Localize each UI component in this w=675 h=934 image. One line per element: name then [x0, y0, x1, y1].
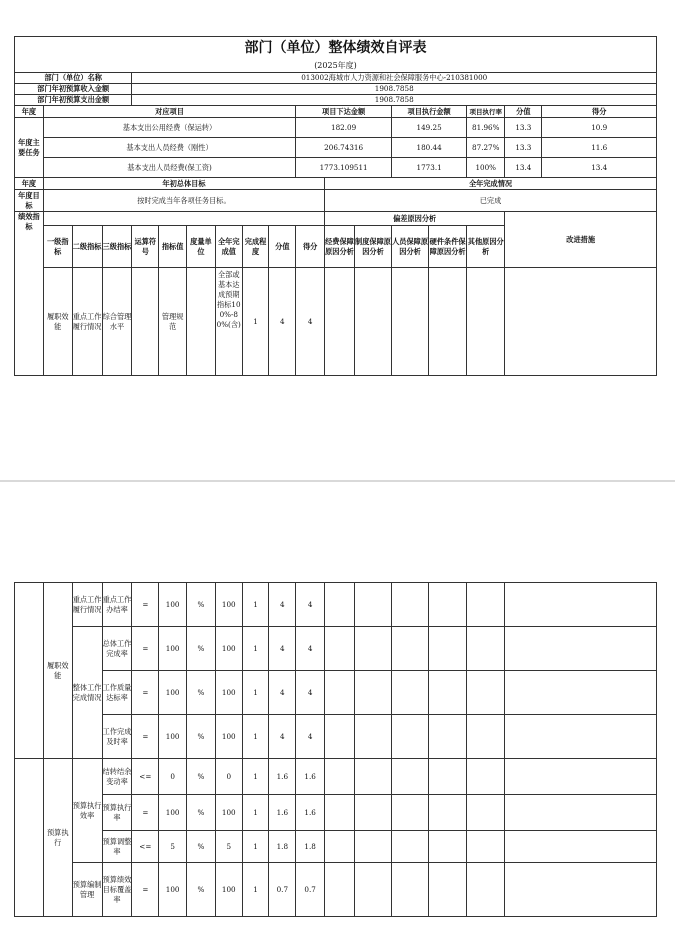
task-row-executed: 149.25 [392, 118, 467, 138]
task-row-name: 基本支出公用经费（保运转） [43, 118, 295, 138]
page-2 [0, 482, 675, 934]
row-score: 4 [296, 715, 325, 759]
indicator-label: 绩效指标 [15, 212, 44, 376]
row-actual: 100 [215, 671, 242, 715]
left-margin-cell [15, 583, 44, 759]
row-unit: % [187, 863, 216, 917]
row-value: 4 [269, 671, 296, 715]
row-actual: 5 [215, 831, 242, 863]
row-value: 0.7 [269, 863, 296, 917]
row-degree: 1 [242, 715, 269, 759]
dev-cell [429, 831, 467, 863]
dev-cell [354, 795, 391, 831]
indicator-blank-cell [43, 212, 324, 226]
task-row-name: 基本支出人员经费(保工资) [43, 158, 295, 178]
task-project-header: 对应项目 [43, 106, 295, 118]
dev-cell [325, 671, 355, 715]
task-row-score-value: 13.3 [505, 118, 542, 138]
unit-name-value: 013002海城市人力资源和社会保障服务中心-210381000 [132, 73, 657, 84]
row-degree: 1 [242, 627, 269, 671]
form-title: 部门（单位）整体绩效自评表 [15, 37, 657, 60]
dev-cell [429, 795, 467, 831]
row-target: 100 [159, 863, 187, 917]
task-score-header: 得分 [542, 106, 657, 118]
task-row-rate: 87.27% [467, 138, 505, 158]
improve-cell [505, 671, 657, 715]
row-degree: 1 [242, 795, 269, 831]
row-op: = [132, 715, 159, 759]
row-actual: 100 [215, 715, 242, 759]
row-l2: 预算执行效率 [72, 759, 102, 863]
dev-cell [392, 671, 429, 715]
row-value: 1.8 [269, 831, 296, 863]
row-l3: 总体工作完成率 [102, 627, 132, 671]
row-score: 4 [296, 627, 325, 671]
score-header: 得分 [296, 226, 325, 268]
initial-goal-text: 按时完成当年各项任务目标。 [43, 190, 324, 212]
dev-cell [392, 715, 429, 759]
task-row-name: 基本支出人员经费（刚性） [43, 138, 295, 158]
dev-cell [429, 671, 467, 715]
dev-cell [467, 583, 505, 627]
row-degree: 1 [242, 759, 269, 795]
row-actual: 100 [215, 863, 242, 917]
row-value: 1.6 [269, 759, 296, 795]
complete-header: 全年完成情况 [325, 178, 657, 190]
row-op: = [132, 583, 159, 627]
dev-cell [354, 671, 391, 715]
improve-cell [505, 863, 657, 917]
improve-cell [505, 831, 657, 863]
dev-cell [392, 759, 429, 795]
row-value: 4 [269, 715, 296, 759]
dev-cell [467, 795, 505, 831]
operator-header: 运算符号 [132, 226, 159, 268]
task-row-score-value: 13.3 [505, 138, 542, 158]
target-header: 指标值 [159, 226, 187, 268]
indicator-degree: 1 [242, 268, 269, 376]
dev-system-header: 制度保障原因分析 [354, 226, 391, 268]
improve-header: 改进措施 [505, 212, 657, 268]
dev-cell [467, 715, 505, 759]
improve-cell [505, 759, 657, 795]
dev-cell [467, 627, 505, 671]
row-target: 100 [159, 671, 187, 715]
dev-cell [354, 583, 391, 627]
level2-header: 二级指标 [72, 226, 102, 268]
unit-name-label: 部门（单位）名称 [15, 73, 132, 84]
task-rate-header: 项目执行率 [467, 106, 505, 118]
task-row-rate: 100% [467, 158, 505, 178]
value-header: 分值 [269, 226, 296, 268]
group-l1: 履职效能 [43, 583, 72, 759]
row-score: 4 [296, 671, 325, 715]
row-unit: % [187, 583, 216, 627]
dev-cell [429, 759, 467, 795]
row-value: 4 [269, 627, 296, 671]
task-row-issued: 1773.109511 [296, 158, 392, 178]
row-target: 100 [159, 715, 187, 759]
improve-cell [505, 795, 657, 831]
level1-header: 一级指标 [43, 226, 72, 268]
unit-header: 度量单位 [187, 226, 216, 268]
dev-cell [429, 583, 467, 627]
row-value: 1.6 [269, 795, 296, 831]
dev-cell [467, 831, 505, 863]
dev-cell [325, 831, 355, 863]
task-executed-header: 项目执行金额 [392, 106, 467, 118]
row-unit: % [187, 627, 216, 671]
task-row-score: 10.9 [542, 118, 657, 138]
improve-cell [505, 583, 657, 627]
dev-cell [392, 795, 429, 831]
row-target: 5 [159, 831, 187, 863]
dev-cell [467, 759, 505, 795]
year-label: 年度 [15, 106, 44, 118]
dev-cell [325, 715, 355, 759]
row-op: = [132, 795, 159, 831]
degree-header: 完成程度 [242, 226, 269, 268]
expense-label: 部门年初预算支出金额 [15, 95, 132, 106]
row-l3: 工作质量达标率 [102, 671, 132, 715]
expense-value: 1908.7858 [132, 95, 657, 106]
improve-cell [505, 268, 657, 376]
row-unit: % [187, 671, 216, 715]
annual-goal-label: 年度目标 [15, 190, 44, 212]
indicator-l2: 重点工作履行情况 [72, 268, 102, 376]
row-target: 100 [159, 583, 187, 627]
row-target: 100 [159, 627, 187, 671]
dev-funding-cell [325, 268, 355, 376]
row-score: 0.7 [296, 863, 325, 917]
main-task-label: 年度主要任务 [15, 118, 44, 178]
row-op: = [132, 671, 159, 715]
row-degree: 1 [242, 863, 269, 917]
dev-cell [392, 583, 429, 627]
level3-header: 三级指标 [102, 226, 132, 268]
improve-cell [505, 715, 657, 759]
task-row-executed: 1773.1 [392, 158, 467, 178]
dev-hardware-header: 硬件条件保障原因分析 [429, 226, 467, 268]
actual-header: 全年完成值 [215, 226, 242, 268]
row-actual: 100 [215, 627, 242, 671]
dev-cell [354, 715, 391, 759]
indicator-target: 管理规范 [159, 268, 187, 376]
row-l2: 整体工作完成情况 [72, 627, 102, 759]
evaluation-table-top [14, 36, 657, 376]
form-year: (2025年度) [15, 59, 657, 73]
indicator-unit [187, 268, 216, 376]
row-actual: 0 [215, 759, 242, 795]
goal-year-label: 年度 [15, 178, 44, 190]
row-unit: % [187, 795, 216, 831]
dev-cell [325, 759, 355, 795]
dev-cell [392, 831, 429, 863]
indicator-actual: 全部或基本达成预期指标100%-80%(含) [215, 268, 242, 376]
row-l3: 结转结余变动率 [102, 759, 132, 795]
dev-cell [429, 627, 467, 671]
dev-cell [325, 863, 355, 917]
row-unit: % [187, 715, 216, 759]
dev-cell [392, 863, 429, 917]
row-score: 1.8 [296, 831, 325, 863]
row-l2: 重点工作履行情况 [72, 583, 102, 627]
initial-goal-header: 年初总体目标 [43, 178, 324, 190]
dev-staff-cell [392, 268, 429, 376]
row-score: 4 [296, 583, 325, 627]
dev-cell [354, 627, 391, 671]
task-score-value-header: 分值 [505, 106, 542, 118]
row-degree: 1 [242, 671, 269, 715]
dev-cell [392, 627, 429, 671]
complete-text: 已完成 [325, 190, 657, 212]
row-l3: 预算绩效目标覆盖率 [102, 863, 132, 917]
dev-cell [354, 759, 391, 795]
left-margin-cell [15, 759, 44, 917]
row-l3: 重点工作办结率 [102, 583, 132, 627]
deviation-header: 偏差原因分析 [325, 212, 505, 226]
dev-other-cell [467, 268, 505, 376]
income-value: 1908.7858 [132, 84, 657, 95]
row-l3: 预算调整率 [102, 831, 132, 863]
indicator-value: 4 [269, 268, 296, 376]
row-actual: 100 [215, 795, 242, 831]
row-value: 4 [269, 583, 296, 627]
dev-cell [429, 715, 467, 759]
dev-cell [354, 831, 391, 863]
row-degree: 1 [242, 583, 269, 627]
task-row-score: 13.4 [542, 158, 657, 178]
task-row-score-value: 13.4 [505, 158, 542, 178]
dev-other-header: 其他原因分析 [467, 226, 505, 268]
row-score: 1.6 [296, 795, 325, 831]
row-op: <= [132, 759, 159, 795]
row-unit: % [187, 831, 216, 863]
group-l1: 预算执行 [43, 759, 72, 917]
dev-hardware-cell [429, 268, 467, 376]
dev-cell [467, 863, 505, 917]
dev-funding-header: 经费保障原因分析 [325, 226, 355, 268]
row-target: 100 [159, 795, 187, 831]
row-op: <= [132, 831, 159, 863]
row-op: = [132, 627, 159, 671]
task-issued-header: 项目下达金额 [296, 106, 392, 118]
row-l3: 工作完成及时率 [102, 715, 132, 759]
row-target: 0 [159, 759, 187, 795]
row-l3: 预算执行率 [102, 795, 132, 831]
row-actual: 100 [215, 583, 242, 627]
dev-cell [325, 583, 355, 627]
improve-cell [505, 627, 657, 671]
dev-system-cell [354, 268, 391, 376]
task-row-rate: 81.96% [467, 118, 505, 138]
row-unit: % [187, 759, 216, 795]
task-row-issued: 206.74316 [296, 138, 392, 158]
indicator-l3: 综合管理水平 [102, 268, 132, 376]
dev-cell [354, 863, 391, 917]
dev-cell [325, 627, 355, 671]
indicator-op [132, 268, 159, 376]
row-degree: 1 [242, 831, 269, 863]
indicator-l1: 履职效能 [43, 268, 72, 376]
dev-cell [429, 863, 467, 917]
task-row-score: 11.6 [542, 138, 657, 158]
dev-cell [467, 671, 505, 715]
row-l2: 预算编制管理 [72, 863, 102, 917]
income-label: 部门年初预算收入金额 [15, 84, 132, 95]
indicator-score: 4 [296, 268, 325, 376]
row-op: = [132, 863, 159, 917]
task-row-executed: 180.44 [392, 138, 467, 158]
row-score: 1.6 [296, 759, 325, 795]
evaluation-table-continued [14, 582, 657, 917]
task-row-issued: 182.09 [296, 118, 392, 138]
dev-cell [325, 795, 355, 831]
dev-staff-header: 人员保障原因分析 [392, 226, 429, 268]
